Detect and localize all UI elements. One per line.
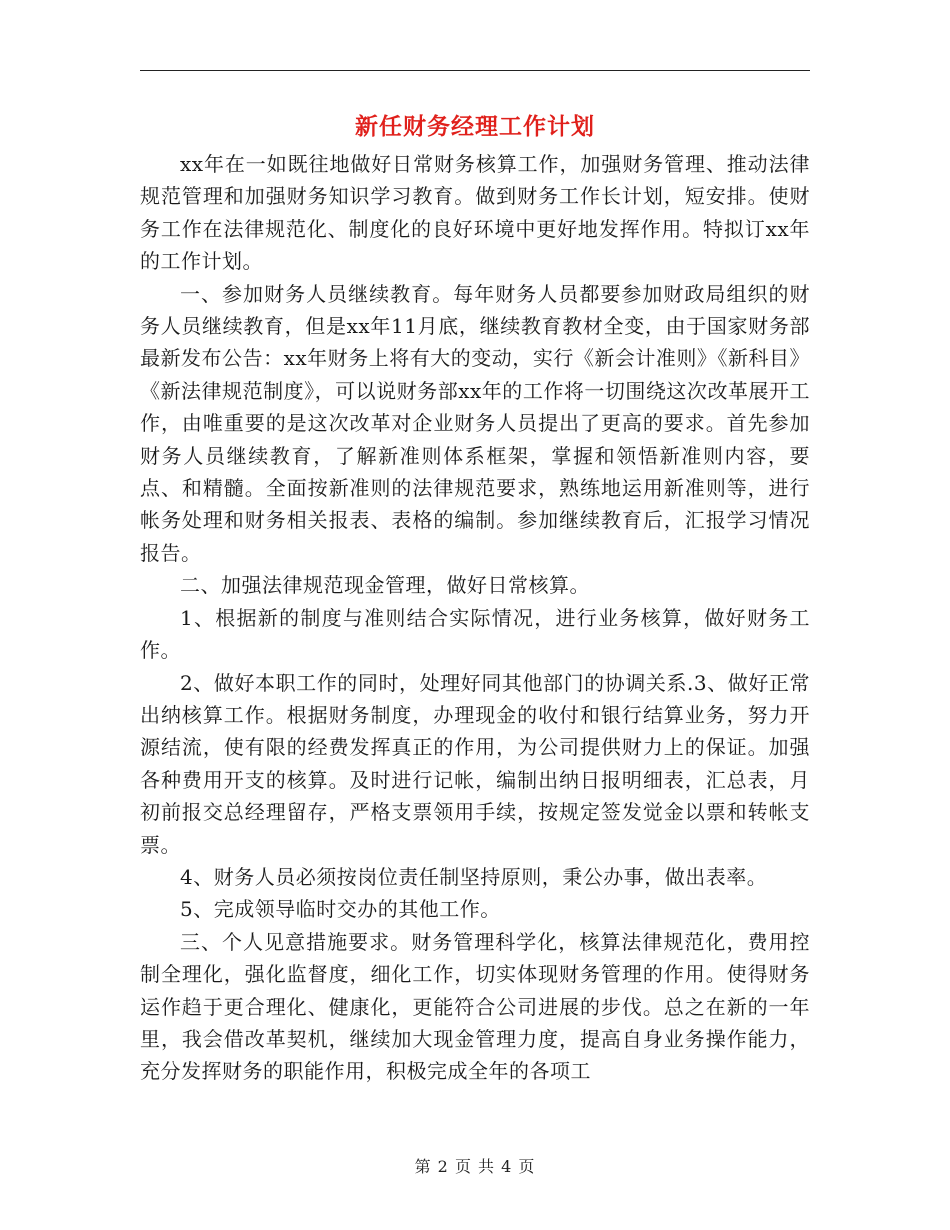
paragraph-item-2-3: 2、做好本职工作的同时，处理好同其他部门的协调关系.3、做好正常出纳核算工作。根据财务制度，办理现金的收付和银行结算业务，努力开源结流，使有限的经费发挥真正的作用，为公司提供财力上的保证。加强各种费用开支的核算。及时进行记帐，编制出纳日报明细表，汇总表，月初前报交总经理留存，严格支票领用手续，按规定签发觉金以票和转帐支票。 [140, 670, 810, 857]
document-title: 新任财务经理工作计划 [355, 113, 595, 140]
paragraph-item-5: 5、完成领导临时交办的其他工作。 [180, 897, 501, 922]
header-rule [140, 70, 810, 71]
paragraph-item-4: 4、财务人员必须按岗位责任制坚持原则，秉公办事，做出表率。 [180, 864, 768, 889]
paragraph-item-1: 1、根据新的制度与准则结合实际情况，进行业务核算，做好财务工作。 [140, 605, 810, 663]
paragraph-section-2-heading: 二、加强法律规范现金管理，做好日常核算。 [180, 573, 590, 598]
paragraph-section-3: 三、个人见意措施要求。财务管理科学化，核算法律规范化，费用控制全理化，强化监督度，细化工作，切实体现财务管理的作用。使得财务运作趋于更合理化、健康化，更能符合公司进展的步伐。总之在新的一年里，我会借改革契机，继续加大现金管理力度，提高自身业务操作能力，充分发挥财务的职能作用，积极完成全年的各项工 [140, 929, 810, 1084]
paragraph-intro: xx年在一如既往地做好日常财务核算工作，加强财务管理、推动法律规范管理和加强财务知识学习教育。做到财务工作长计划，短安排。使财务工作在法律规范化、制度化的良好环境中更好地发挥作用。特拟订xx年的工作计划。 [140, 152, 810, 274]
paragraph-section-1: 一、参加财务人员继续教育。每年财务人员都要参加财政局组织的财务人员继续教育，但是xx年11月底，继续教育教材全变，由于国家财务部最新发布公告：xx年财务上将有大的变动，实行《新会计准则》《新科目》《新法律规范制度》，可以说财务部xx年的工作将一切围绕这次改革展开工作，由唯重要的是这次改革对企业财务人员提出了更高的要求。首先参加财务人员继续教育，了解新准则体系框架，掌握和领悟新准则内容，要点、和精髓。全面按新准则的法律规范要求，熟练地运用新准则等，进行帐务处理和财务相关报表、表格的编制。参加继续教育后，汇报学习情况报告。 [140, 281, 810, 565]
document-body [140, 148, 810, 1088]
page-number-footer: 第 2 页 共 4 页 [414, 1157, 536, 1176]
